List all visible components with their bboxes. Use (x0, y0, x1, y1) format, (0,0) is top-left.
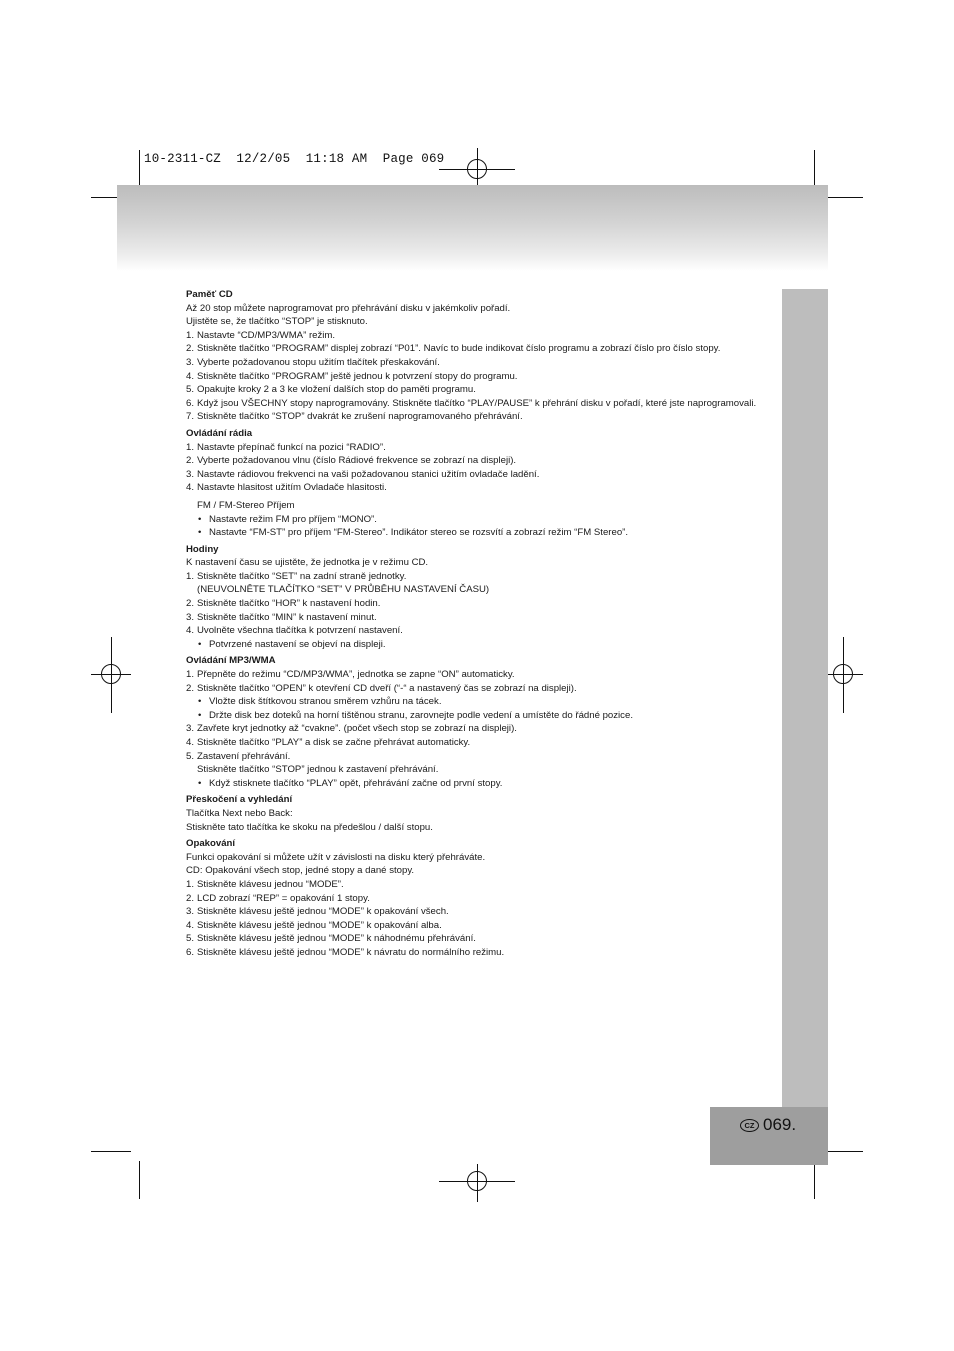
list-item: 6. Stiskněte klávesu ještě jednou “MODE” k návratu do normálního režimu. (186, 946, 505, 958)
bullet-item: • Nastavte “FM-ST” pro příjem “FM-Stereo”. Indikátor stereo se rozsvítí a zobrazí režim “FM Stereo”. (198, 527, 629, 539)
list-item: 2. Stiskněte tlačítko “PROGRAM” displej zobrazí “P01”. Navíc to bude indikovat číslo programu a zobrazí číslo pro číslo stopy. (186, 343, 721, 355)
header-gradient-band (117, 185, 828, 271)
print-slug: 10-2311-CZ 12/2/05 11:18 AM Page 069 (144, 152, 445, 166)
paragraph: CD: Opakování všech stop, jedné stopy a dané stopy. (186, 865, 415, 877)
crop-mark (139, 1161, 140, 1199)
list-item: 1. Nastavte přepínač funkcí na pozici “RADIO”. (186, 441, 386, 453)
list-item: 3. Stiskněte klávesu ještě jednou “MODE” k opakování všech. (186, 906, 449, 918)
crop-mark (139, 150, 140, 188)
paragraph: K nastavení času se ujistěte, že jednotka je v režimu CD. (186, 557, 429, 569)
side-tab-bar (782, 289, 828, 1107)
manual-content (186, 288, 768, 960)
list-item: 5. Opakujte kroky 2 a 3 ke vložení dalších stop do paměti programu. (186, 384, 476, 396)
note: (NEUVOLNĚTE TLAČÍTKO “SET” V PRŮBĚHU NASTAVENÍ ČASU) (197, 584, 490, 596)
crop-mark (91, 1151, 131, 1152)
list-item: 4. Uvolněte všechna tlačítka k potvrzení nastavení. (186, 625, 403, 637)
list-item: 2. Stiskněte tlačítko “HOR” k nastavení hodin. (186, 598, 381, 610)
list-item: 1. Stiskněte tlačítko “SET” na zadní straně jednotky. (186, 570, 407, 582)
paragraph: Ujistěte se, že tlačítko “STOP” je stisknuto. (186, 316, 368, 328)
list-item: 2. Stiskněte tlačítko “OPEN” k otevření CD dveří (“-“ a nastavený čas se zobrazí na displeji). (186, 682, 577, 694)
bullet-item: • Držte disk bez doteků na horní tištěnou stranu, zarovnejte podle vedení a umístěte do řádné pozice. (198, 709, 633, 721)
list-item: 2. Vyberte požadovanou vlnu (číslo Rádiové frekvence se zobrazí na displeji). (186, 455, 517, 467)
list-item: 6. Když jsou VŠECHNY stopy naprogramovány. Stiskněte tlačítko “PLAY/PAUSE” k přehrání disku v pořadí, které jste naprogramovali. (186, 397, 757, 409)
crop-mark (823, 197, 863, 198)
language-badge-icon: CZ (740, 1119, 759, 1132)
list-item: 4. Stiskněte tlačítko “PLAY” a disk se začne přehrávat automaticky. (186, 737, 471, 748)
paragraph: Až 20 stop můžete naprogramovat pro přehrávání disku v jakémkoliv pořadí. (186, 302, 511, 314)
list-item: 3. Nastavte rádiovou frekvenci na vaši požadovanou stanici užitím ovladače ladění. (186, 468, 540, 480)
list-item: 1. Nastavte “CD/MP3/WMA” režim. (186, 329, 336, 341)
list-item: 5. Stiskněte klávesu ještě jednou “MODE” k náhodnému přehrávání. (186, 933, 476, 945)
crop-mark (814, 150, 815, 188)
list-item: 3. Vyberte požadovanou stopu užitím tlačítek přeskakování. (186, 356, 440, 368)
note: Stiskněte tlačítko “STOP” jednou k zastavení přehrávání. (197, 764, 439, 776)
list-item: 2. LCD zobrazí “REP” = opakování 1 stopy. (186, 892, 370, 904)
bullet-item: • Vložte disk štítkovou stranou směrem vzhůru na tácek. (198, 696, 442, 708)
crop-mark (814, 1161, 815, 1199)
paragraph: Tlačítka Next nebo Back: (186, 807, 293, 819)
list-item: 3. Stiskněte tlačítko “MIN” k nastavení minut. (186, 611, 377, 623)
bullet-item: • Když stisknete tlačítko “PLAY” opět, přehrávání začne od první stopy. (198, 777, 503, 789)
section-title-mp3: Ovládání MP3/WMA (186, 655, 276, 667)
section-title-skip: Přeskočení a vyhledání (186, 794, 293, 806)
list-item: 7. Stiskněte tlačítko “STOP” dvakrát ke zrušení naprogramovaného přehrávání. (186, 411, 523, 423)
list-item: 1. Stiskněte klávesu jednou “MODE”. (186, 878, 344, 890)
section-title-cd-memory: Paměť CD (186, 289, 233, 300)
list-item: 1. Přepněte do režimu “CD/MP3/WMA”, jednotka se zapne “ON” automaticky. (186, 669, 515, 681)
section-title-clock: Hodiny (186, 543, 219, 555)
section-title-radio: Ovládání rádia (186, 427, 253, 439)
bullet-item: • Nastavte režim FM pro příjem “MONO”. (198, 513, 377, 525)
list-item: 4. Nastavte hlasitost užitím Ovladače hlasitosti. (186, 482, 387, 494)
list-item: 3. Zavřete kryt jednotky až “cvakne”. (počet všech stop se zobrazí na displeji). (186, 723, 517, 735)
crop-mark (823, 1151, 863, 1152)
page-number (740, 1115, 796, 1135)
bullet-item: • Potvrzené nastavení se objeví na displeji. (198, 638, 386, 650)
list-item: 4. Stiskněte tlačítko “PROGRAM” ještě jednou k potvrzení stopy do programu. (186, 370, 518, 382)
fm-subtitle: FM / FM-Stereo Příjem (197, 499, 295, 511)
paragraph: Funkci opakování si můžete užít v závislosti na disku který přehráváte. (186, 851, 486, 863)
list-item: 5. Zastavení přehrávání. (186, 750, 291, 762)
list-item: 4. Stiskněte klávesu ještě jednou “MODE” k opakování alba. (186, 919, 442, 931)
page-number-text: 069. (763, 1115, 797, 1134)
paragraph: Stiskněte tato tlačítka ke skoku na předešlou / další stopu. (186, 821, 433, 833)
section-title-repeat: Opakování (186, 838, 236, 850)
